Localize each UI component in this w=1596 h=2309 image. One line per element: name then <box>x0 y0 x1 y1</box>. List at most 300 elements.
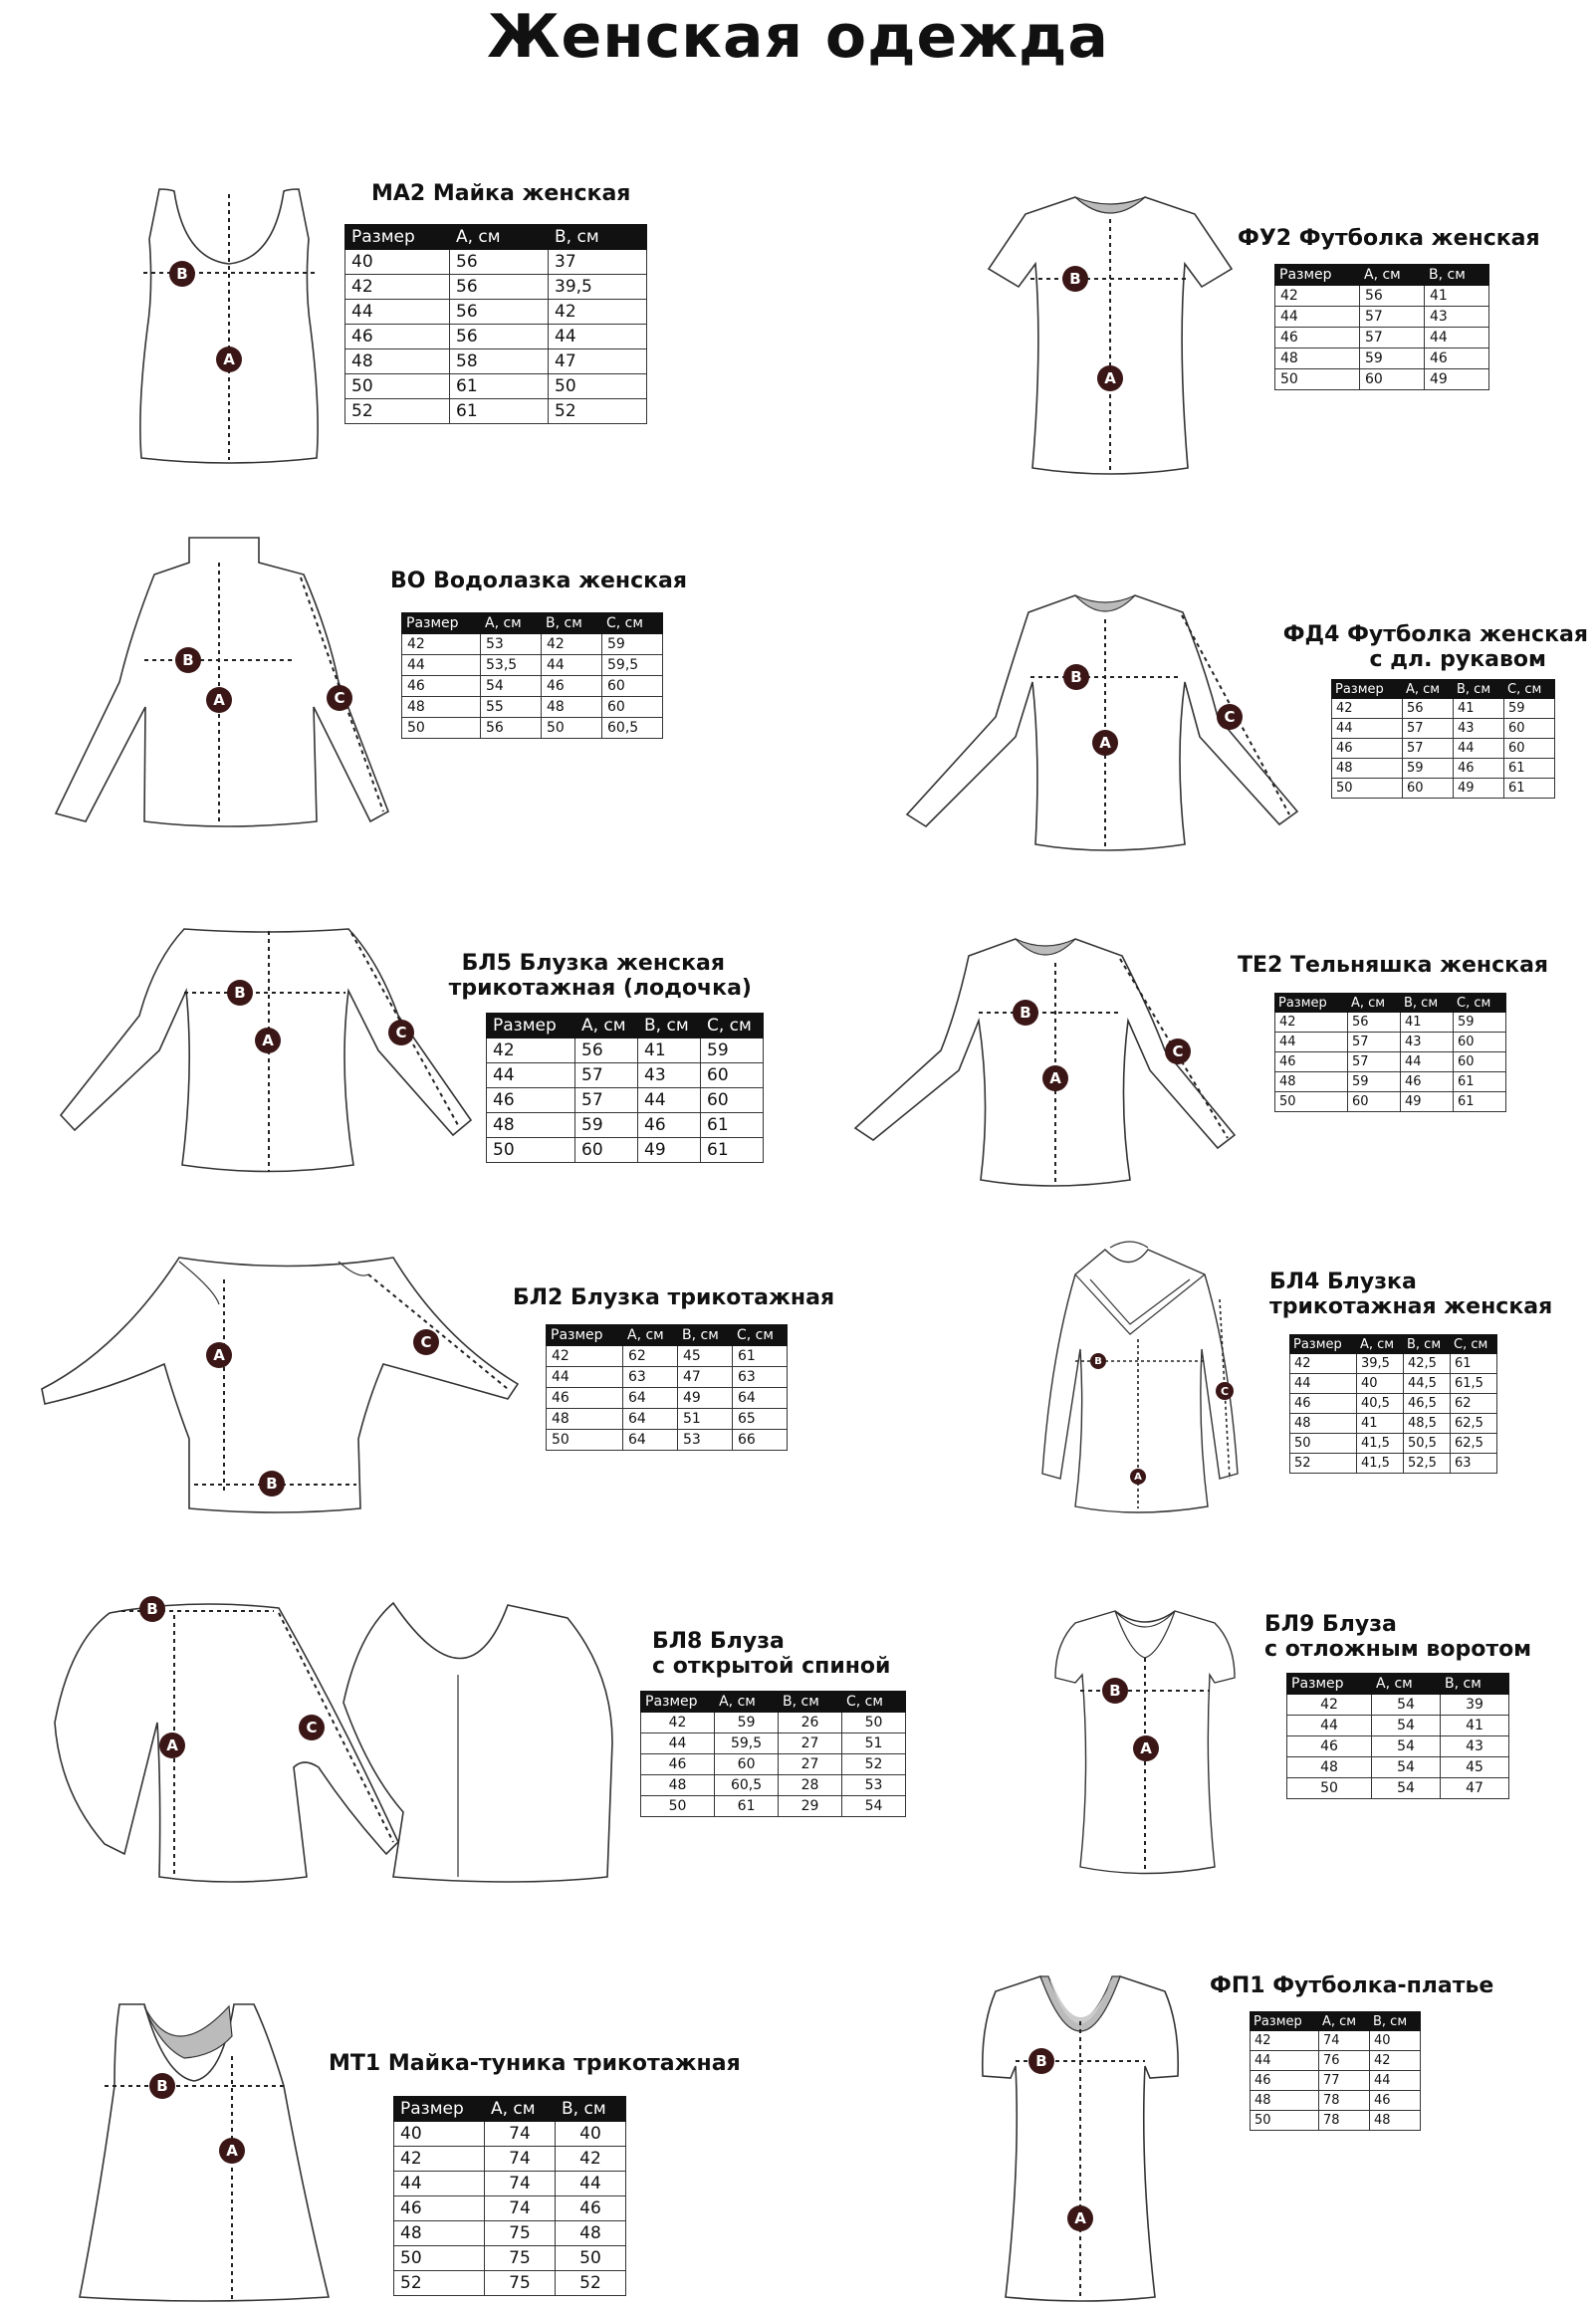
cell: 50 <box>1275 1092 1348 1112</box>
cell: 42 <box>402 634 481 655</box>
table-row <box>1290 1354 1497 1374</box>
table-header-row <box>1287 1674 1509 1695</box>
cell: 61 <box>701 1113 764 1138</box>
cell: 50 <box>345 374 450 399</box>
table-row <box>1275 1052 1506 1072</box>
cell: 43 <box>1401 1033 1454 1052</box>
cell: 59 <box>1454 1013 1506 1033</box>
table-row <box>345 250 647 275</box>
cell: 61 <box>733 1346 788 1367</box>
cell: 39,5 <box>1357 1354 1404 1374</box>
cell: 64 <box>733 1388 788 1409</box>
cell: 74 <box>485 2172 556 2196</box>
measure-a-label: A <box>1092 730 1118 756</box>
cell: 50 <box>402 718 481 739</box>
measure-b-label: B <box>175 647 201 673</box>
cell: 42 <box>1370 2051 1421 2071</box>
cell: 44 <box>1332 719 1403 739</box>
cell: 48 <box>402 697 481 718</box>
cell: 40 <box>1370 2031 1421 2051</box>
cell: 41 <box>1425 286 1489 307</box>
cell: 48 <box>345 349 450 374</box>
cell: 60 <box>1454 1052 1506 1072</box>
table-row <box>1332 779 1555 799</box>
cell: 61 <box>715 1796 779 1817</box>
header-b: В, см <box>1441 1674 1509 1695</box>
cell: 44 <box>542 655 602 676</box>
measure-a-label: A <box>1067 2205 1093 2231</box>
cell: 74 <box>485 2147 556 2172</box>
cell: 59,5 <box>602 655 663 676</box>
table-row <box>547 1388 788 1409</box>
header-size: Размер <box>1275 994 1348 1013</box>
cell: 48 <box>542 697 602 718</box>
cell: 48 <box>641 1775 715 1796</box>
cell: 54 <box>1372 1695 1441 1716</box>
cell: 53 <box>678 1430 733 1451</box>
cell: 48 <box>1370 2111 1421 2131</box>
header-b: В, см <box>638 1014 701 1039</box>
cell: 57 <box>1360 307 1425 328</box>
cell: 43 <box>1454 719 1504 739</box>
product-bl2 <box>40 1250 835 1518</box>
cell: 48,5 <box>1404 1414 1451 1434</box>
cell: 43 <box>1441 1736 1509 1757</box>
cell: 57 <box>1403 739 1454 759</box>
cell: 60 <box>1504 719 1555 739</box>
table-row <box>1287 1736 1509 1757</box>
measure-a-label: A <box>206 687 232 713</box>
measure-a-label: A <box>219 2138 245 2164</box>
table-row <box>402 697 663 718</box>
cell: 57 <box>575 1063 638 1088</box>
table-header-row <box>345 225 647 250</box>
product-te2 <box>851 931 1568 1190</box>
cell: 41,5 <box>1357 1434 1404 1454</box>
cell: 46,5 <box>1404 1394 1451 1414</box>
cell: 44 <box>547 1367 623 1388</box>
te2-garment-sketch <box>851 931 1250 1190</box>
cell: 57 <box>1360 328 1425 348</box>
measure-a-label: A <box>206 1342 232 1368</box>
fp1-garment-sketch <box>981 1966 1180 2305</box>
header-size: Размер <box>547 1325 623 1346</box>
cell: 39 <box>1441 1695 1509 1716</box>
table-row <box>402 634 663 655</box>
cell: 61 <box>1451 1354 1497 1374</box>
cell: 61 <box>1504 759 1555 779</box>
cell: 52,5 <box>1404 1454 1451 1474</box>
cell: 60 <box>602 676 663 697</box>
bl9-caption-line1: БЛ9 Блуза <box>1264 1612 1397 1637</box>
cell: 74 <box>485 2196 556 2221</box>
cell: 42 <box>1275 286 1360 307</box>
mt1-garment-sketch <box>75 1996 334 2305</box>
cell: 52 <box>345 399 450 424</box>
cell: 56 <box>1348 1013 1401 1033</box>
fd4-caption-line1: ФД4 Футболка женская <box>1282 622 1588 647</box>
cell: 44 <box>1454 739 1504 759</box>
cell: 56 <box>1403 699 1454 719</box>
table-row <box>547 1409 788 1430</box>
measure-b-label: B <box>227 980 253 1006</box>
table-row <box>1251 2091 1421 2111</box>
cell: 41 <box>1441 1716 1509 1736</box>
header-a: А, см <box>1357 1335 1404 1354</box>
header-b: В, см <box>1401 994 1454 1013</box>
cell: 44 <box>1275 307 1360 328</box>
table-row <box>1251 2051 1421 2071</box>
cell: 44 <box>1275 1033 1348 1052</box>
cell: 48 <box>487 1113 575 1138</box>
te2-caption: ТЕ2 Тельняшка женская <box>1238 953 1549 978</box>
cell: 39,5 <box>549 275 647 300</box>
cell: 46 <box>345 325 450 349</box>
table-header-row <box>1275 994 1506 1013</box>
cell: 44 <box>402 655 481 676</box>
measure-b-label: B <box>259 1471 285 1497</box>
cell: 54 <box>1372 1716 1441 1736</box>
cell: 60 <box>575 1138 638 1163</box>
table-row <box>1275 1092 1506 1112</box>
header-size: Размер <box>1275 265 1360 286</box>
cell: 51 <box>841 1733 905 1754</box>
cell: 61 <box>450 399 549 424</box>
table-row <box>1290 1374 1497 1394</box>
cell: 50 <box>394 2246 485 2271</box>
cell: 45 <box>678 1346 733 1367</box>
cell: 44 <box>556 2172 626 2196</box>
measure-a-label: A <box>1130 1469 1146 1485</box>
cell: 75 <box>485 2271 556 2296</box>
table-row <box>547 1367 788 1388</box>
cell: 40 <box>394 2122 485 2147</box>
product-fu2 <box>981 189 1538 478</box>
cell: 60 <box>1403 779 1454 799</box>
cell: 78 <box>1319 2091 1370 2111</box>
measure-c-label: C <box>1216 1382 1234 1400</box>
fp1-size-table <box>1250 2011 1421 2131</box>
cell: 76 <box>1319 2051 1370 2071</box>
cell: 61 <box>1454 1092 1506 1112</box>
bl8-caption-line2: с открытой спиной <box>652 1654 891 1679</box>
cell: 60 <box>1360 369 1425 390</box>
table-row <box>1275 328 1489 348</box>
table-row <box>1332 739 1555 759</box>
cell: 60 <box>1348 1092 1401 1112</box>
cell: 42 <box>487 1039 575 1063</box>
cell: 42 <box>1332 699 1403 719</box>
table-row <box>1251 2111 1421 2131</box>
cell: 63 <box>1451 1454 1497 1474</box>
measure-b-label: B <box>149 2073 175 2099</box>
cell: 40 <box>556 2122 626 2147</box>
product-bl8 <box>50 1593 906 1892</box>
measure-b-label: B <box>1013 1000 1038 1026</box>
table-row <box>641 1796 906 1817</box>
cell: 45 <box>1441 1757 1509 1778</box>
table-row <box>1287 1778 1509 1799</box>
cell: 47 <box>678 1367 733 1388</box>
table-row <box>1287 1695 1509 1716</box>
table-row <box>1287 1716 1509 1736</box>
cell: 57 <box>1348 1052 1401 1072</box>
header-c: С, см <box>733 1325 788 1346</box>
cell: 44 <box>549 325 647 349</box>
table-row <box>1290 1394 1497 1414</box>
cell: 50 <box>1290 1434 1357 1454</box>
cell: 46 <box>1370 2091 1421 2111</box>
header-b: В, см <box>542 613 602 634</box>
header-a: А, см <box>1319 2012 1370 2031</box>
cell: 50 <box>1275 369 1360 390</box>
header-a: А, см <box>575 1014 638 1039</box>
cell: 43 <box>638 1063 701 1088</box>
ma2-caption: МА2 Майка женская <box>371 181 631 206</box>
measure-c-label: C <box>327 685 352 711</box>
cell: 44 <box>1287 1716 1372 1736</box>
header-size: Размер <box>641 1692 715 1713</box>
cell: 44 <box>345 300 450 325</box>
header-a: А, см <box>715 1692 779 1713</box>
table-row <box>402 676 663 697</box>
header-a: А, см <box>481 613 542 634</box>
cell: 59,5 <box>715 1733 779 1754</box>
cell: 48 <box>394 2221 485 2246</box>
table-row <box>394 2271 626 2296</box>
table-row <box>641 1713 906 1733</box>
header-size: Размер <box>345 225 450 250</box>
vo-caption: ВО Водолазка женская <box>390 569 688 593</box>
table-row <box>394 2122 626 2147</box>
cell: 49 <box>1454 779 1504 799</box>
cell: 56 <box>1360 286 1425 307</box>
cell: 46 <box>1251 2071 1319 2091</box>
cell: 59 <box>1504 699 1555 719</box>
measure-c-label: C <box>1217 704 1243 730</box>
cell: 37 <box>549 250 647 275</box>
table-row <box>1275 1033 1506 1052</box>
cell: 60 <box>602 697 663 718</box>
table-row <box>345 374 647 399</box>
cell: 42 <box>542 634 602 655</box>
bl5-size-table <box>486 1013 764 1163</box>
cell: 49 <box>1401 1092 1454 1112</box>
fu2-size-table <box>1274 264 1489 390</box>
measure-c-label: C <box>413 1329 439 1355</box>
cell: 48 <box>547 1409 623 1430</box>
product-fp1 <box>981 1966 1538 2305</box>
cell: 59 <box>1360 348 1425 369</box>
cell: 40 <box>1357 1374 1404 1394</box>
cell: 46 <box>638 1113 701 1138</box>
cell: 62 <box>1451 1394 1497 1414</box>
header-a: А, см <box>623 1325 678 1346</box>
cell: 41 <box>1357 1414 1404 1434</box>
cell: 46 <box>487 1088 575 1113</box>
bl4-size-table <box>1289 1334 1497 1474</box>
cell: 50 <box>556 2246 626 2271</box>
cell: 62,5 <box>1451 1414 1497 1434</box>
cell: 42 <box>1275 1013 1348 1033</box>
header-size: Размер <box>394 2097 485 2122</box>
bl8-size-table <box>640 1691 906 1817</box>
bl5-caption-line2: трикотажная (лодочка) <box>448 976 752 1001</box>
table-row <box>394 2147 626 2172</box>
header-c: С, см <box>1504 680 1555 699</box>
header-size: Размер <box>1287 1674 1372 1695</box>
table-row <box>1290 1454 1497 1474</box>
header-b: В, см <box>1370 2012 1421 2031</box>
bl9-size-table <box>1286 1673 1509 1799</box>
table-row <box>487 1138 764 1163</box>
table-row <box>1275 369 1489 390</box>
bl4-caption-line1: БЛ4 Блузка <box>1269 1270 1417 1294</box>
ma2-garment-sketch <box>129 179 329 468</box>
cell: 59 <box>602 634 663 655</box>
table-row <box>394 2221 626 2246</box>
cell: 50 <box>641 1796 715 1817</box>
cell: 40 <box>345 250 450 275</box>
cell: 42 <box>547 1346 623 1367</box>
cell: 54 <box>1372 1757 1441 1778</box>
cell: 59 <box>715 1713 779 1733</box>
measure-b-label: B <box>1062 266 1088 292</box>
table-row <box>547 1346 788 1367</box>
table-header-row <box>487 1014 764 1039</box>
table-row <box>394 2246 626 2271</box>
cell: 60 <box>1504 739 1555 759</box>
cell: 53 <box>841 1775 905 1796</box>
cell: 46 <box>1454 759 1504 779</box>
cell: 54 <box>1372 1736 1441 1757</box>
table-row <box>1275 307 1489 328</box>
cell: 27 <box>779 1733 842 1754</box>
table-row <box>1251 2031 1421 2051</box>
cell: 60,5 <box>715 1775 779 1796</box>
cell: 58 <box>450 349 549 374</box>
fd4-caption-line2: с дл. рукавом <box>1369 647 1546 672</box>
header-size: Размер <box>1332 680 1403 699</box>
measure-a-label: A <box>1042 1065 1068 1091</box>
cell: 50 <box>542 718 602 739</box>
header-a: А, см <box>1372 1674 1441 1695</box>
cell: 46 <box>394 2196 485 2221</box>
table-header-row <box>547 1325 788 1346</box>
product-bl5 <box>55 921 772 1180</box>
header-a: А, см <box>1360 265 1425 286</box>
cell: 52 <box>549 399 647 424</box>
cell: 48 <box>1275 1072 1348 1092</box>
measure-b-label: B <box>1090 1353 1106 1369</box>
header-size: Размер <box>487 1014 575 1039</box>
te2-size-table <box>1274 993 1506 1112</box>
cell: 49 <box>638 1138 701 1163</box>
table-row <box>1275 348 1489 369</box>
cell: 47 <box>1441 1778 1509 1799</box>
cell: 43 <box>1425 307 1489 328</box>
measure-a-label: A <box>1133 1735 1159 1761</box>
table-row <box>641 1754 906 1775</box>
cell: 27 <box>779 1754 842 1775</box>
cell: 42 <box>556 2147 626 2172</box>
header-b: В, см <box>556 2097 626 2122</box>
cell: 59 <box>575 1113 638 1138</box>
cell: 40,5 <box>1357 1394 1404 1414</box>
bl8-garment-sketch <box>50 1593 627 1892</box>
cell: 57 <box>1348 1033 1401 1052</box>
measure-a-label: A <box>159 1732 185 1758</box>
cell: 42,5 <box>1404 1354 1451 1374</box>
cell: 44 <box>1251 2051 1319 2071</box>
cell: 50 <box>547 1430 623 1451</box>
cell: 51 <box>678 1409 733 1430</box>
table-row <box>487 1063 764 1088</box>
cell: 46 <box>1332 739 1403 759</box>
table-row <box>1251 2071 1421 2091</box>
bl2-size-table <box>546 1324 788 1451</box>
cell: 41 <box>1454 699 1504 719</box>
cell: 46 <box>1425 348 1489 369</box>
table-row <box>345 349 647 374</box>
mt1-caption: МТ1 Майка-туника трикотажная <box>329 2051 741 2076</box>
cell: 44 <box>1425 328 1489 348</box>
product-vo <box>50 533 688 831</box>
table-header-row <box>1251 2012 1421 2031</box>
cell: 61 <box>1454 1072 1506 1092</box>
measure-a-label: A <box>1097 365 1123 391</box>
cell: 46 <box>1290 1394 1357 1414</box>
cell: 46 <box>542 676 602 697</box>
cell: 48 <box>1251 2091 1319 2111</box>
cell: 56 <box>450 250 549 275</box>
cell: 64 <box>623 1430 678 1451</box>
table-row <box>1290 1434 1497 1454</box>
table-row <box>1332 699 1555 719</box>
cell: 50 <box>841 1713 905 1733</box>
header-a: А, см <box>485 2097 556 2122</box>
cell: 77 <box>1319 2071 1370 2091</box>
header-c: С, см <box>1454 994 1506 1013</box>
cell: 44 <box>487 1063 575 1088</box>
vo-size-table <box>401 612 663 739</box>
cell: 44,5 <box>1404 1374 1451 1394</box>
measure-c-label: C <box>299 1715 325 1740</box>
cell: 26 <box>779 1713 842 1733</box>
cell: 42 <box>1287 1695 1372 1716</box>
table-row <box>1275 1013 1506 1033</box>
cell: 57 <box>1403 719 1454 739</box>
cell: 44 <box>638 1088 701 1113</box>
fu2-caption: ФУ2 Футболка женская <box>1238 226 1540 251</box>
page-title: Женская одежда <box>487 2 1109 72</box>
header-c: С, см <box>841 1692 905 1713</box>
header-a: А, см <box>450 225 549 250</box>
product-bl9 <box>1050 1603 1568 1882</box>
product-bl4 <box>1030 1240 1568 1518</box>
cell: 61,5 <box>1451 1374 1497 1394</box>
header-a: А, см <box>1348 994 1401 1013</box>
table-header-row <box>1332 680 1555 699</box>
cell: 48 <box>1290 1414 1357 1434</box>
cell: 46 <box>1275 1052 1348 1072</box>
cell: 46 <box>641 1754 715 1775</box>
cell: 44 <box>394 2172 485 2196</box>
cell: 44 <box>641 1733 715 1754</box>
cell: 54 <box>841 1796 905 1817</box>
header-b: В, см <box>549 225 647 250</box>
cell: 63 <box>623 1367 678 1388</box>
